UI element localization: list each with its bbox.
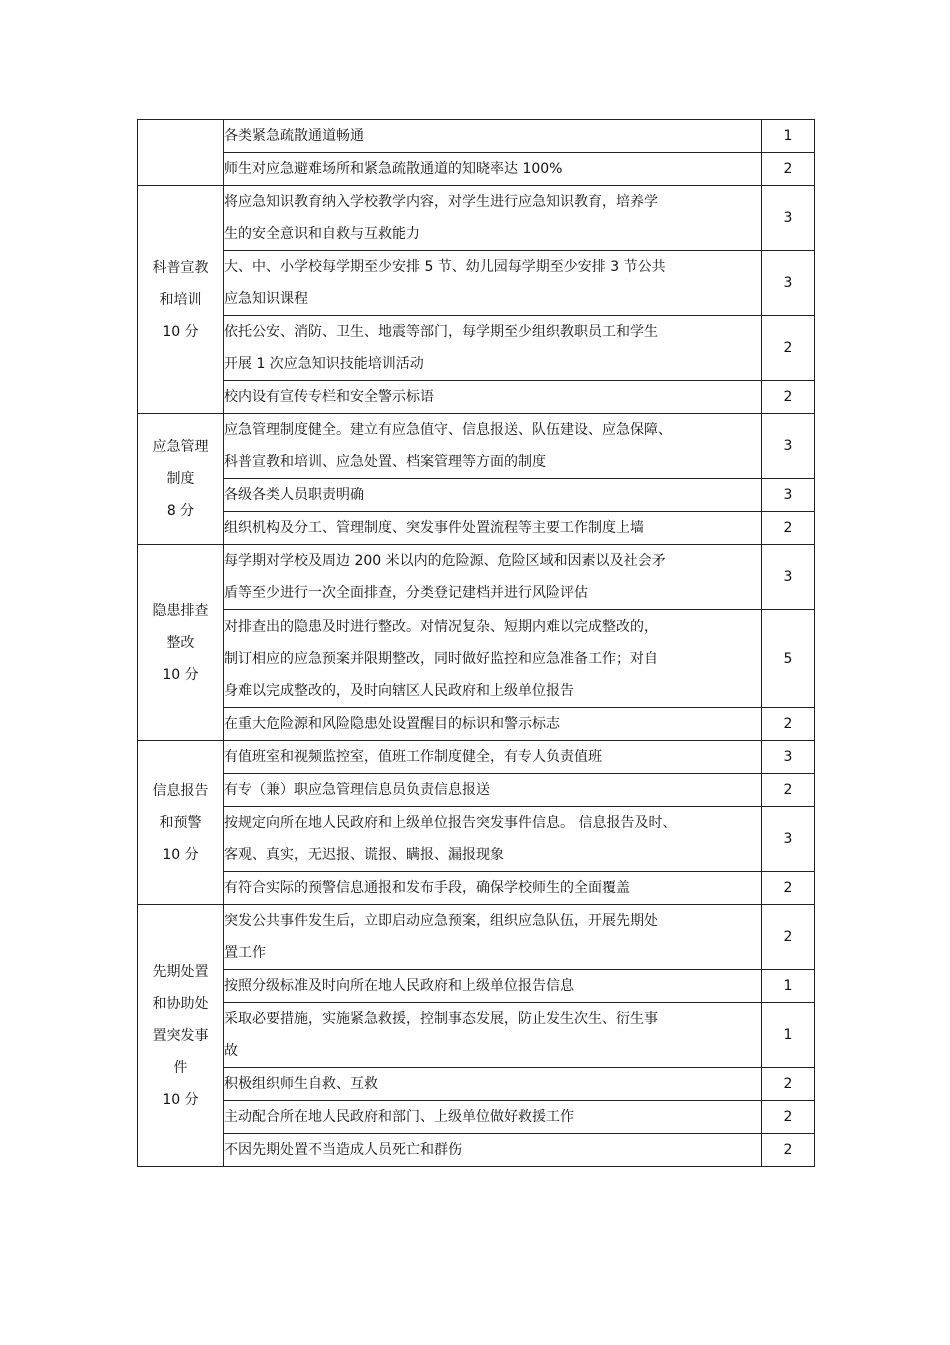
score-cell: 2 [762,1101,815,1134]
criterion-text: 积极组织师生自救、互救 [224,1076,378,1092]
criterion-text: 置工作 [224,945,266,961]
criterion-cell [224,479,762,512]
table-row [138,316,815,381]
score-cell: 3 [762,741,815,774]
table-row [138,1068,815,1101]
category-cell [138,905,224,1167]
score-cell: 1 [762,970,815,1003]
criterion-text: 突发公共事件发生后，立即启动应急预案，组织应急队伍，开展先期处 [224,913,658,929]
score-cell: 1 [762,120,815,153]
table-row [138,741,815,774]
criterion-cell [224,316,762,381]
table-row [138,186,815,251]
score-cell: 3 [762,545,815,610]
criterion-text: 生的安全意识和自救与互救能力 [224,226,420,242]
score-cell: 2 [762,512,815,545]
criterion-text: 应急管理制度健全。建立有应急值守、信息报送、队伍建设、应急保障、 [224,422,672,438]
criterion-text: 主动配合所在地人民政府和部门、上级单位做好救援工作 [224,1109,574,1125]
score-cell: 3 [762,414,815,479]
criterion-text: 采取必要措施，实施紧急救援，控制事态发展，防止发生次生、衍生事 [224,1011,658,1027]
category-label: 10 分 [162,323,199,340]
criterion-cell [224,1068,762,1101]
criterion-text: 有值班室和视频监控室，值班工作制度健全，有专人负责值班 [224,749,602,765]
criterion-cell [224,381,762,414]
criterion-text: 开展 1 次应急知识技能培训活动 [224,356,424,372]
criterion-text: 按照分级标准及时向所在地人民政府和上级单位报告信息 [224,978,574,994]
table-row [138,970,815,1003]
score-cell: 2 [762,381,815,414]
criterion-text: 校内设有宣传专栏和安全警示标语 [224,389,434,405]
category-cell [138,741,224,905]
table-row [138,610,815,708]
table-row [138,774,815,807]
table-row [138,1134,815,1167]
criterion-text: 将应急知识教育纳入学校教学内容，对学生进行应急知识教育，培养学 [224,194,658,210]
table-row [138,153,815,186]
criterion-text: 对排查出的隐患及时进行整改。对情况复杂、短期内难以完成整改的， [224,618,658,635]
table-row [138,807,815,872]
category-label: 10 分 [162,666,199,683]
table-row [138,414,815,479]
criterion-cell [224,1003,762,1068]
criterion-text: 身难以完成整改的，及时向辖区人民政府和上级单位报告 [224,682,574,699]
table-row [138,381,815,414]
evaluation-table-body [138,120,815,1167]
criterion-text: 有专（兼）职应急管理信息员负责信息报送 [224,782,490,798]
category-cell [138,545,224,741]
criterion-cell [224,872,762,905]
criterion-text: 客观、真实，无迟报、谎报、瞒报、漏报现象 [224,847,504,863]
category-label: 和协助处 [152,995,209,1012]
criterion-text: 盾等至少进行一次全面排查，分类登记建档并进行风险评估 [224,585,588,601]
table-row [138,120,815,153]
criterion-cell [224,807,762,872]
score-cell: 2 [762,774,815,807]
criterion-text: 科普宣教和培训、应急处置、档案管理等方面的制度 [224,454,546,470]
category-cell [138,120,224,186]
criterion-cell [224,708,762,741]
criterion-text: 按规定向所在地人民政府和上级单位报告突发事件信息。 信息报告及时、 [224,815,677,831]
category-label: 应急管理 [152,439,209,455]
category-label: 和培训 [159,291,202,308]
category-label: 制度 [166,471,195,487]
category-label: 信息报告 [152,782,209,799]
category-label: 件 [173,1059,188,1076]
category-label: 和预警 [159,814,202,831]
criterion-cell [224,545,762,610]
score-cell: 3 [762,807,815,872]
criterion-text: 应急知识课程 [224,291,308,307]
criterion-text: 大、中、小学校每学期至少安排 5 节、幼儿园每学期至少安排 3 节公共 [224,259,666,275]
table-row [138,872,815,905]
table-row [138,251,815,316]
criterion-text: 每学期对学校及周边 200 米以内的危险源、危险区域和因素以及社会矛 [224,553,666,569]
score-cell: 3 [762,479,815,512]
criterion-text: 制订相应的应急预案并限期整改，同时做好监控和应急准备工作；对自 [224,650,658,667]
table-row [138,1003,815,1068]
score-cell: 3 [762,251,815,316]
criterion-text: 师生对应急避难场所和紧急疏散通道的知晓率达 100% [224,161,563,177]
score-cell: 3 [762,186,815,251]
criterion-cell [224,905,762,970]
criterion-text: 组织机构及分工、管理制度、突发事件处置流程等主要工作制度上墙 [224,520,644,536]
score-cell: 2 [762,316,815,381]
category-label: 10 分 [162,1091,199,1108]
criterion-cell [224,774,762,807]
score-cell: 2 [762,1134,815,1167]
table-row [138,708,815,741]
score-cell: 2 [762,708,815,741]
score-cell: 2 [762,905,815,970]
score-cell: 2 [762,153,815,186]
criterion-cell [224,741,762,774]
category-label: 置突发事 [152,1027,209,1044]
criterion-text: 有符合实际的预警信息通报和发布手段，确保学校师生的全面覆盖 [224,880,630,896]
category-label: 隐患排查 [152,602,209,619]
criterion-cell [224,970,762,1003]
score-cell: 2 [762,1068,815,1101]
category-cell [138,186,224,414]
criterion-cell [224,153,762,186]
criterion-text: 依托公安、消防、卫生、地震等部门，每学期至少组织教职员工和学生 [224,324,658,340]
criterion-cell [224,251,762,316]
table-row [138,1101,815,1134]
score-cell: 5 [762,610,815,708]
table-row [138,545,815,610]
score-cell: 1 [762,1003,815,1068]
criterion-cell [224,1134,762,1167]
category-cell [138,414,224,545]
category-label: 整改 [166,634,195,651]
criterion-cell [224,414,762,479]
criterion-cell [224,120,762,153]
table-row [138,905,815,970]
criterion-text: 在重大危险源和风险隐患处设置醒目的标识和警示标志 [224,716,560,732]
criterion-text: 故 [224,1043,238,1059]
criterion-cell [224,610,762,708]
criterion-text: 各类紧急疏散通道畅通 [224,128,364,144]
table-row [138,479,815,512]
score-cell: 2 [762,872,815,905]
category-label: 8 分 [166,503,195,519]
table-row [138,512,815,545]
criterion-text: 不因先期处置不当造成人员死亡和群伤 [224,1142,462,1158]
criterion-cell [224,1101,762,1134]
criterion-text: 各级各类人员职责明确 [224,487,364,503]
criterion-cell [224,186,762,251]
evaluation-table [137,119,815,1167]
category-label: 科普宣教 [152,259,209,276]
category-label: 10 分 [162,846,199,863]
category-label: 先期处置 [152,963,209,980]
criterion-cell [224,512,762,545]
